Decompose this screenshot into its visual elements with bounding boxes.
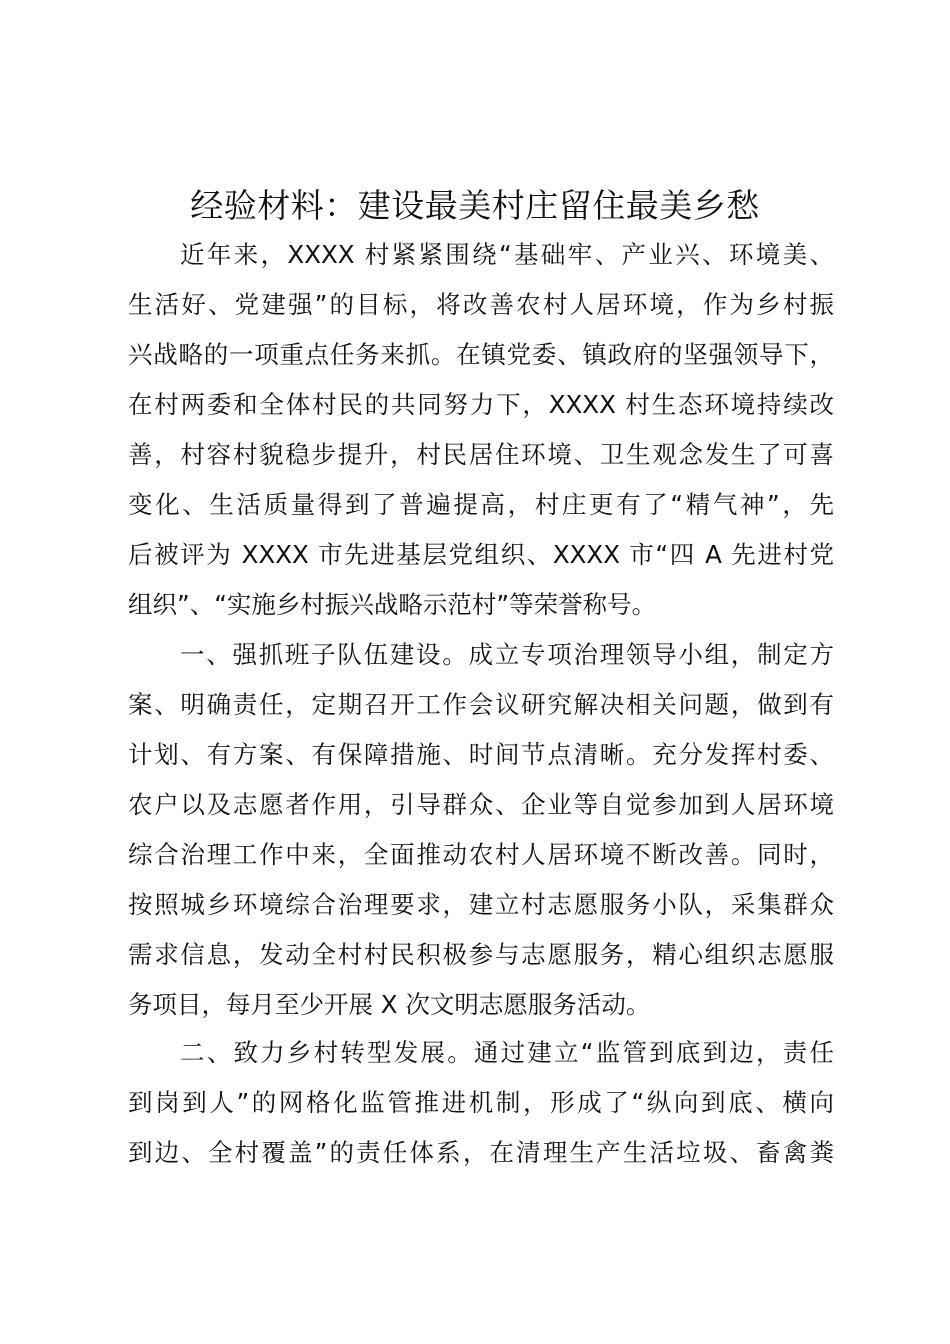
text-line: 一、强抓班子队伍建设。成立专项治理领导小组，制定方 bbox=[180, 640, 834, 669]
paragraph-intro bbox=[128, 230, 834, 630]
text-line: 近年来，XXXX 村紧紧围绕“基础牢、产业兴、环境美、 bbox=[180, 240, 834, 269]
paragraph-section-two bbox=[128, 1028, 834, 1178]
text-line: 计划、有方案、有保障措施、时间节点清晰。充分发挥村委、 bbox=[128, 740, 834, 769]
text-line: 农户以及志愿者作用，引导群众、企业等自觉参加到人居环境 bbox=[128, 790, 834, 819]
text-line: 综合治理工作中来，全面推动农村人居环境不断改善。同时， bbox=[128, 840, 834, 869]
text-line: 生活好、党建强”的目标，将改善农村人居环境，作为乡村振 bbox=[128, 290, 834, 319]
text-line: 到边、全村覆盖”的责任体系，在清理生产生活垃圾、畜禽粪 bbox=[128, 1138, 834, 1167]
text-line: 到岗到人”的网格化监管推进机制，形成了“纵向到底、横向 bbox=[128, 1088, 834, 1117]
text-line: 后被评为 XXXX 市先进基层党组织、XXXX 市“四 A 先进村党 bbox=[128, 540, 834, 569]
text-line: 兴战略的一项重点任务来抓。在镇党委、镇政府的坚强领导下， bbox=[128, 340, 834, 369]
text-line: 在村两委和全体村民的共同努力下，XXXX 村生态环境持续改 bbox=[128, 390, 834, 419]
text-line: 组织”、“实施乡村振兴战略示范村”等荣誉称号。 bbox=[128, 590, 657, 619]
text-line: 变化、生活质量得到了普遍提高，村庄更有了“精气神”，先 bbox=[128, 490, 834, 519]
text-line: 务项目，每月至少开展 X 次文明志愿服务活动。 bbox=[128, 990, 651, 1019]
document-title: 经验材料：建设最美村庄留住最美乡愁 bbox=[190, 186, 760, 225]
text-line: 按照城乡环境综合治理要求，建立村志愿服务小队，采集群众 bbox=[128, 890, 834, 919]
text-line: 需求信息，发动全村村民积极参与志愿服务，精心组织志愿服 bbox=[128, 940, 834, 969]
paragraph-section-one bbox=[128, 630, 834, 1030]
text-line: 案、明确责任，定期召开工作会议研究解决相关问题，做到有 bbox=[128, 690, 834, 719]
text-line: 二、致力乡村转型发展。通过建立“监管到底到边，责任 bbox=[180, 1038, 834, 1067]
text-line: 善，村容村貌稳步提升，村民居住环境、卫生观念发生了可喜 bbox=[128, 440, 834, 469]
